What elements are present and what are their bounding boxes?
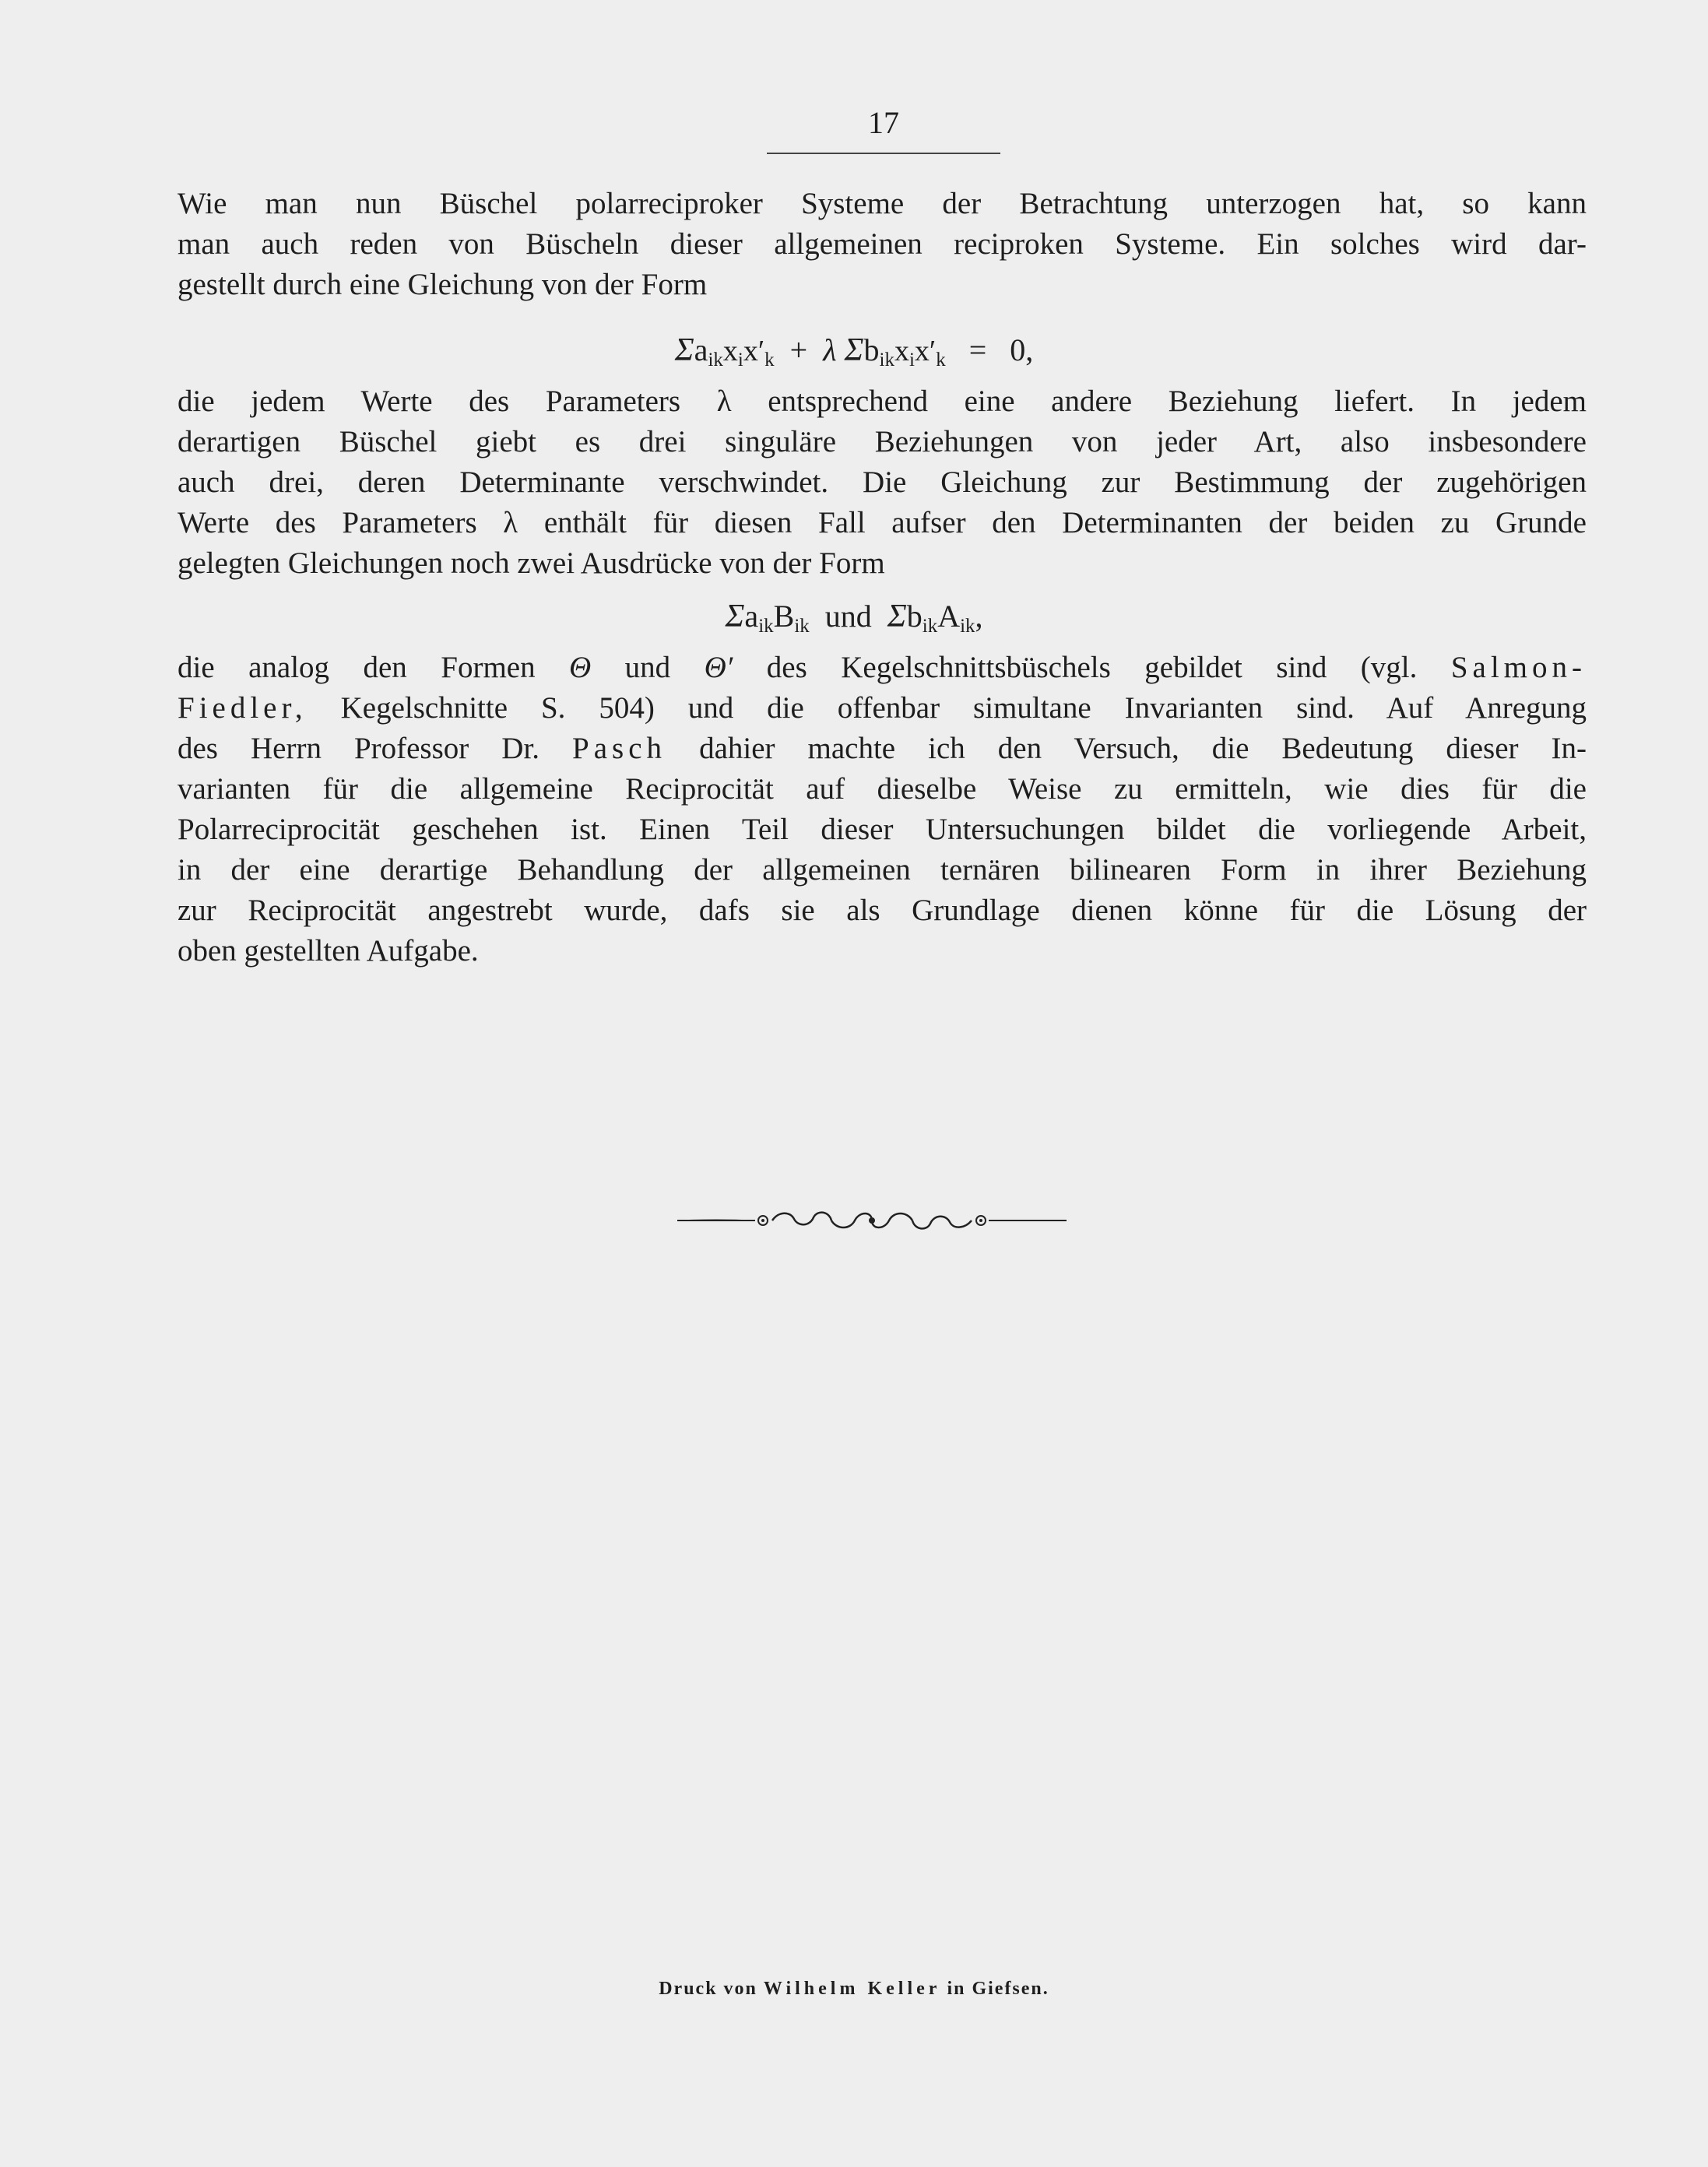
text-line: auch drei, deren Determinante verschwindet. Die Gleichung zur Bestimmung der zugehörigen <box>177 465 1587 499</box>
text-line: in der eine derartige Behandlung der allgemeinen ternären bilinearen Form in ihrer Beziehung <box>177 853 1587 887</box>
text-line: zur Reciprocität angestrebt wurde, dafs sie als Grundlage dienen könne für die Lösung der <box>177 894 1587 927</box>
text-line: die analog den Formen Θ und Θ′ des Kegelschnittsbüschels gebildet sind (vgl. Salmon- <box>177 651 1587 684</box>
text-line: varianten für die allgemeine Reciprocität auf dieselbe Weise zu ermitteln, wie dies für die <box>177 772 1587 806</box>
printer-imprint: Druck von Wilhelm Keller in Giefsen. <box>659 1979 1049 1999</box>
text-line: oben gestellten Aufgabe. <box>177 934 479 968</box>
text-line: die jedem Werte des Parameters λ entsprechend eine andere Beziehung liefert. In jedem <box>177 385 1587 418</box>
text-line: gestellt durch eine Gleichung von der Form <box>177 268 708 301</box>
text-line: derartigen Büschel giebt es drei singuläre Beziehungen von jeder Art, also insbesondere <box>177 425 1587 458</box>
paragraph-parameter <box>177 381 1587 584</box>
text-line: Werte des Parameters λ enthält für diesen Fall aufser den Determinanten der beiden zu Grunde <box>177 506 1587 539</box>
text-line: gelegten Gleichungen noch zwei Ausdrücke von der Form <box>177 546 885 580</box>
text-line: man auch reden von Büscheln dieser allgemeinen reciproken Systeme. Ein solches wird dar- <box>177 227 1587 261</box>
page-number-rule <box>767 153 1000 154</box>
bilinear-pencil-equation: $\Sigma a_{ik}x_ix'_k + \lambda$ $\Sigma b_{ik}x_ix'_k$ = 0, <box>674 332 1034 371</box>
ornament-divider <box>677 1205 1067 1236</box>
paragraph-intro <box>177 184 1587 305</box>
text-line: des Herrn Professor Dr. Pasch dahier machte ich den Versuch, die Bedeutung dieser In- <box>177 732 1587 765</box>
text-line: Fiedler, Kegelschnitte S. 504) und die offenbar simultane Invarianten sind. Auf Anregung <box>177 691 1587 725</box>
paragraph-motivation <box>177 648 1587 971</box>
text-line: Polarreciprocität geschehen ist. Einen Teil dieser Untersuchungen bildet die vorliegende Arbeit, <box>177 813 1587 846</box>
page-number: 17 <box>868 105 899 140</box>
invariant-expressions: $\Sigma a_{ik}B_{ik}$ und $\Sigma b_{ik}A_{ik}$, <box>725 599 983 637</box>
text-line: Wie man nun Büschel polarreciproker Systeme der Betrachtung unterzogen hat, so kann <box>177 187 1587 220</box>
